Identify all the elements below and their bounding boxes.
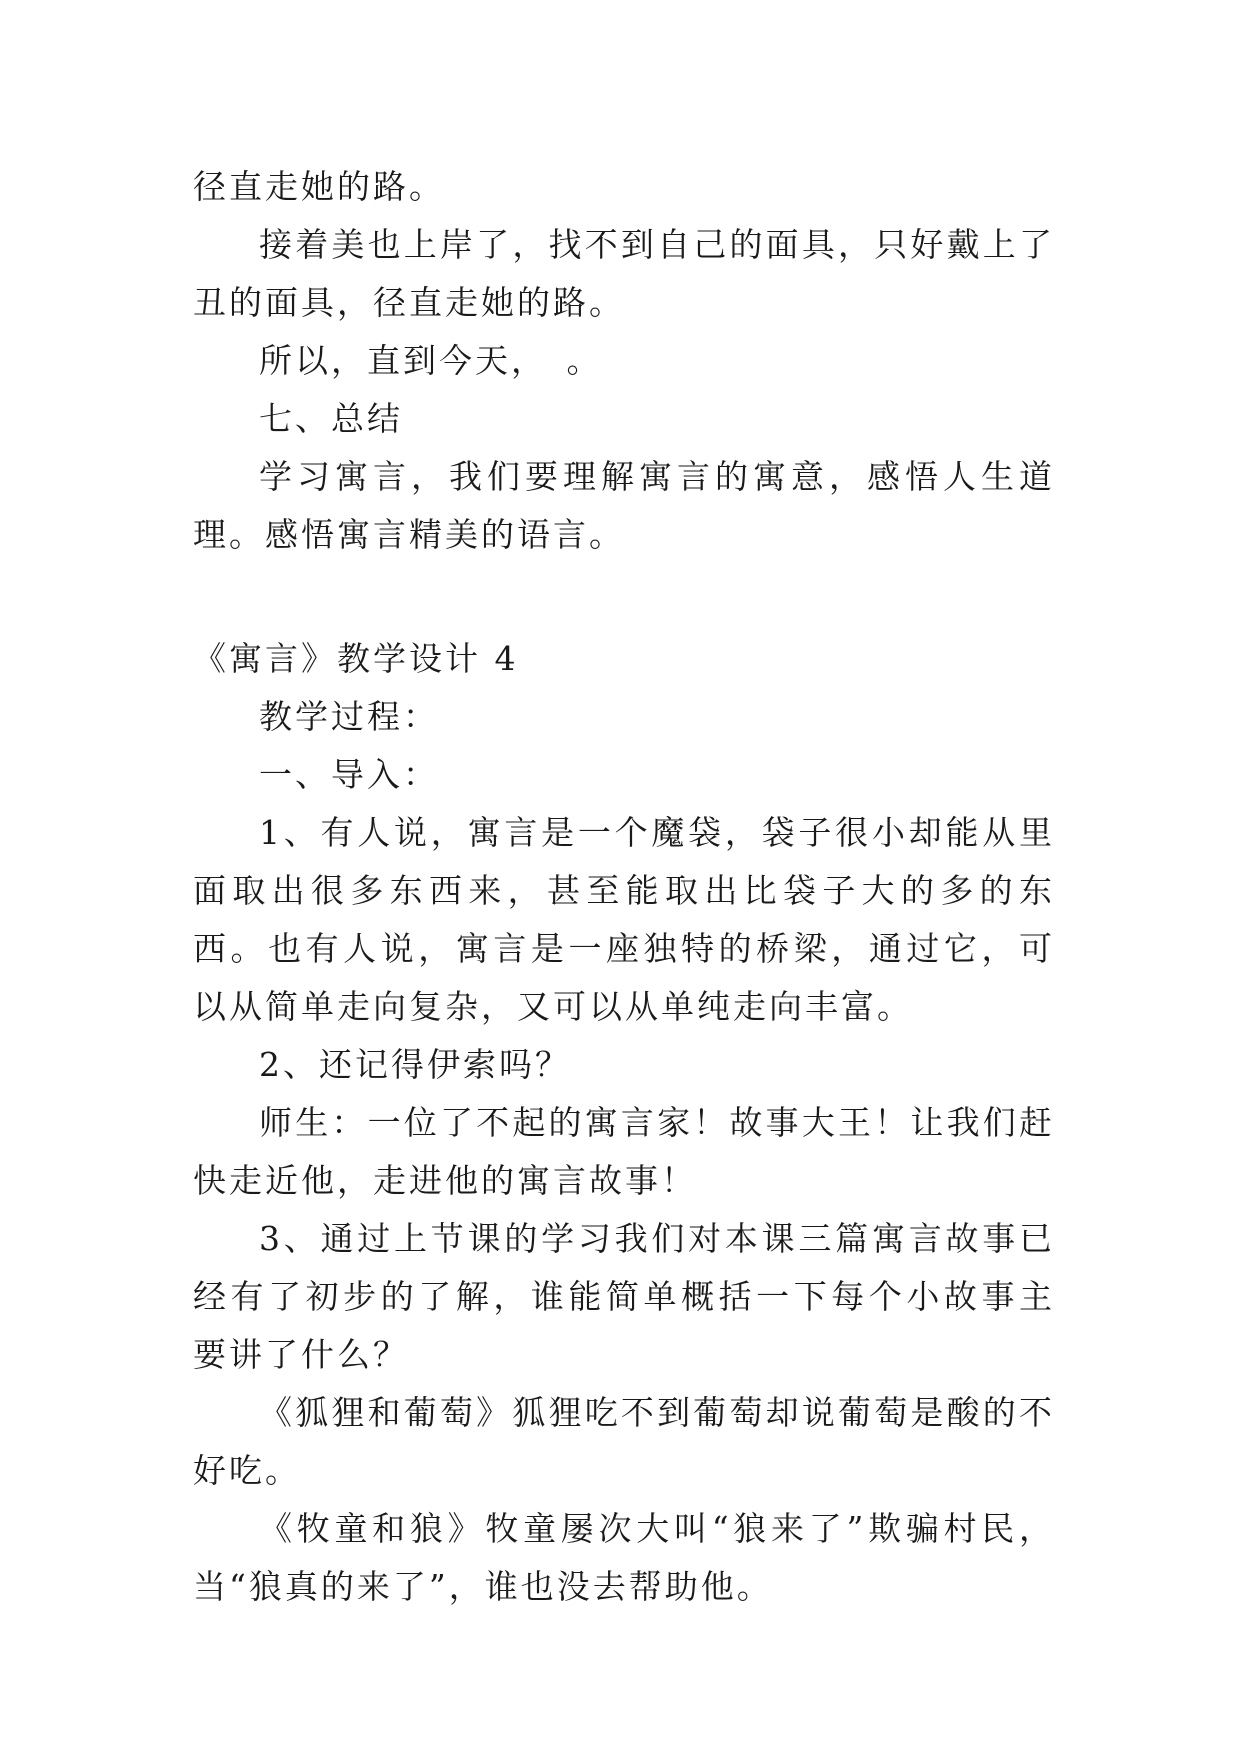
paragraph: 3、通过上节课的学习我们对本课三篇寓言故事已经有了初步的了解，谁能简单概括一下每个小故事主要讲了什么？ (193, 1219, 1055, 1374)
section-gap (193, 564, 1055, 630)
paragraph: 1、有人说，寓言是一个魔袋，袋子很小却能从里面取出很多东西来，甚至能取出比袋子大的多的东西。也有人说，寓言是一座独特的桥梁，通过它，可以从简单走向复杂，又可以从单纯走向丰富。 (193, 813, 1055, 1026)
paragraph: 师生：一位了不起的寓言家！故事大王！让我们赶快走近他，走进他的寓言故事！ (193, 1103, 1055, 1200)
document-body (193, 158, 1055, 1616)
paragraph: 接着美也上岸了，找不到自己的面具，只好戴上了丑的面具，径直走她的路。 (193, 225, 1055, 322)
section-title: 《寓言》教学设计 4 (193, 639, 519, 678)
paragraph: 《牧童和狼》牧童屡次大叫“狼来了”欺骗村民，当“狼真的来了”，谁也没去帮助他。 (193, 1509, 1055, 1606)
paragraph: 所以，直到今天， 。 (259, 341, 603, 380)
paragraph: 2、还记得伊索吗？ (259, 1045, 571, 1084)
paragraph: 学习寓言，我们要理解寓言的寓意，感悟人生道理。感悟寓言精美的语言。 (193, 457, 1055, 554)
section-heading-summary: 七、总结 (259, 399, 403, 438)
paragraph: 《狐狸和葡萄》狐狸吃不到葡萄却说葡萄是酸的不好吃。 (193, 1393, 1055, 1490)
paragraph: 一、导入： (259, 755, 439, 794)
paragraph: 径直走她的路。 (193, 167, 445, 206)
paragraph: 教学过程： (259, 697, 439, 736)
